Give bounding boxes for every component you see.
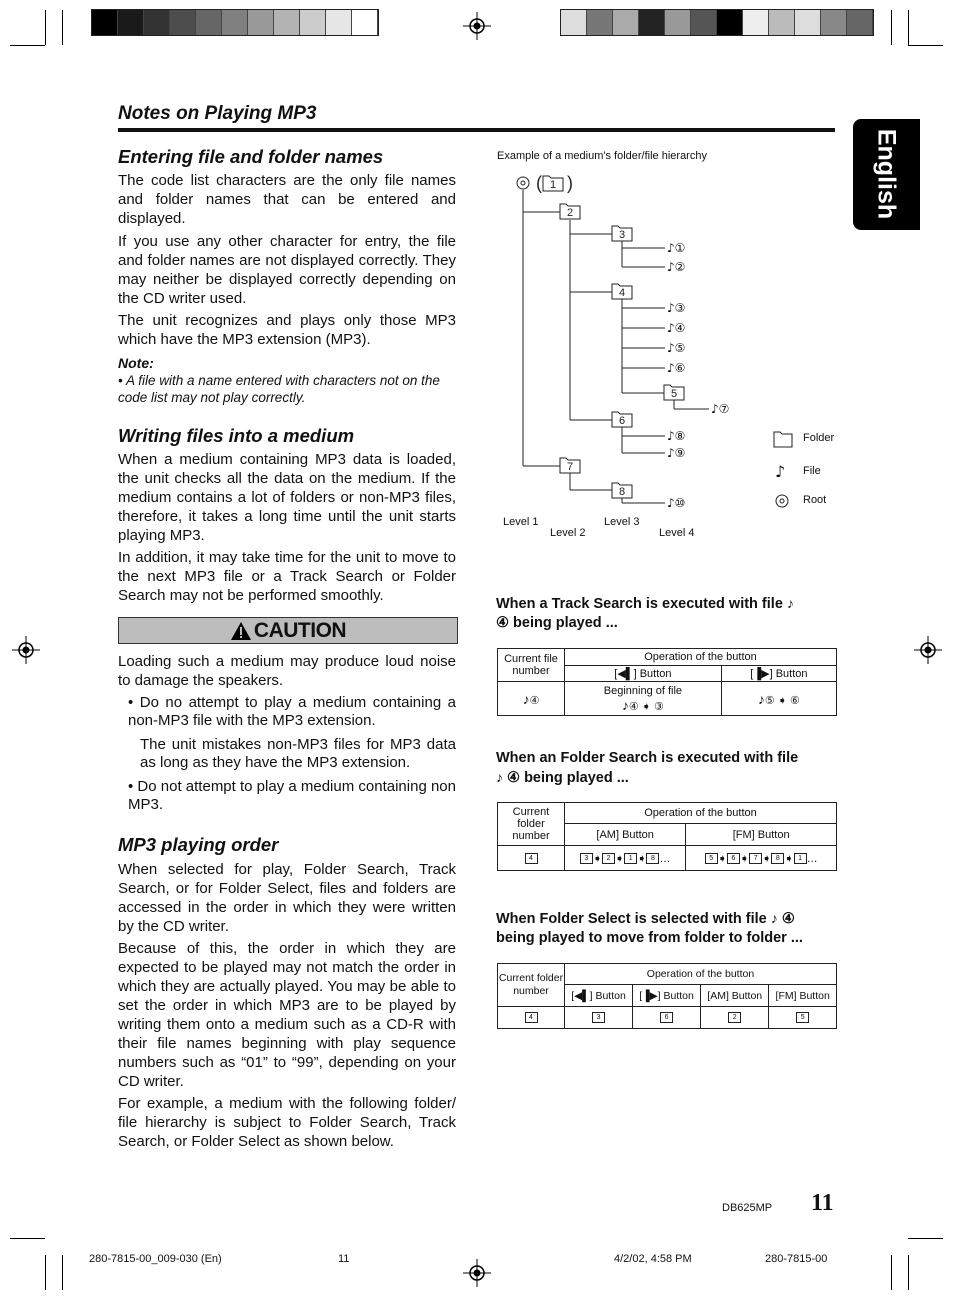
- svg-text:3: 3: [618, 229, 626, 241]
- svg-text:5: 5: [670, 388, 678, 400]
- footer-file: 280-7815-00_009-030 (En): [89, 1253, 222, 1265]
- caution-banner: [118, 617, 458, 644]
- footer-page: 11: [338, 1253, 350, 1265]
- page-title: Notes on Playing MP3: [118, 103, 317, 124]
- svg-text:2: 2: [566, 207, 574, 219]
- level-4-label: Level 4: [659, 527, 695, 539]
- header-operation: Operation of the button: [565, 649, 837, 666]
- next-track-icon: ▐▶: [642, 989, 658, 1002]
- caution-bullet-2: • Do not attempt to play a medium containing non MP3.: [128, 778, 456, 813]
- heading-order: MP3 playing order: [118, 834, 279, 855]
- para-entering-3: The unit recognizes and plays only those MP3 which have the MP3 extension (MP3).: [118, 312, 456, 348]
- page-number: 11: [811, 1190, 834, 1216]
- svg-text:♪⑨: ♪⑨: [667, 446, 686, 460]
- svg-text:♪⑥: ♪⑥: [667, 361, 686, 375]
- registration-mark-left: [12, 636, 40, 664]
- caution-para: Loading such a medium may produce loud noise to damage the speakers.: [118, 653, 456, 689]
- para-writing-2: In addition, it may take time for the unit to move to the next MP3 file or a Track Search or Folder Search may not be performed smoothly.: [118, 549, 456, 604]
- svg-text:7: 7: [566, 461, 574, 473]
- note-label: Note:: [118, 355, 154, 371]
- footer-code: 280-7815-00: [765, 1253, 828, 1265]
- header-current-folder: Current folder number: [498, 803, 565, 846]
- level-3-label: Level 3: [604, 516, 640, 528]
- svg-text:): ): [567, 173, 573, 193]
- para-entering-2: If you use any other character for entry, the file and folder names are not displayed correctly. They may neither be displayed correctly depending on the CD writer used.: [118, 233, 456, 307]
- color-bar-left: [91, 9, 379, 36]
- caution-label: CAUTION: [253, 618, 347, 642]
- heading-entering: Entering file and folder names: [118, 146, 384, 167]
- para-writing-1: When a medium containing MP3 data is loaded, the unit checks all the data on the medium. If the medium contains a lot of folders or non-MP3 files, therefore, it takes a long time until the unit starts playing MP3.: [118, 451, 456, 544]
- para-entering-1: The code list characters are the only file names and folder names that can be entered and displayed.: [118, 172, 456, 227]
- language-tab: [853, 119, 920, 230]
- svg-text:♪④: ♪④: [667, 321, 686, 335]
- caution-bullet-1: • Do no attempt to play a medium containing a non-MP3 file with the MP3 extension.: [128, 694, 456, 729]
- legend-folder: Folder: [803, 432, 835, 444]
- note-text: • A file with a name entered with characters not on the code list may not play correctly.: [118, 373, 440, 405]
- folder-search-table: Current folder number Operation of the button [AM] Button [FM] Button 4 3 ➧ 2 ➧ 1 ➧ 8 … 5 ➧ 6 ➧ 7 ➧ 8 ➧ 1 …: [497, 802, 837, 871]
- caution-bullet-1b: The unit mistakes non-MP3 files for MP3 data as long as they have the MP3 extension.: [140, 736, 456, 771]
- svg-text:♪⑤: ♪⑤: [667, 341, 686, 355]
- prev-track-icon: ◀▌: [617, 668, 634, 680]
- level-1-label: Level 1: [503, 516, 539, 528]
- model-number: DB625MP: [722, 1202, 773, 1214]
- registration-mark-top: [463, 12, 491, 40]
- svg-text:♪: ♪: [775, 462, 786, 481]
- svg-text:♪⑧: ♪⑧: [667, 429, 686, 443]
- registration-mark-right: [914, 636, 942, 664]
- diagram-caption: Example of a medium's folder/file hierarchy: [497, 150, 707, 162]
- prev-track-icon: ◀▌: [574, 989, 590, 1002]
- title-rule: [118, 128, 835, 132]
- para-order-1: When selected for play, Folder Search, Track Search, or for Folder Select, files and folders are accessed in the order in which they were written by the CD writer.: [118, 861, 456, 935]
- next-track-icon: ▐▶: [753, 668, 770, 680]
- warning-triangle-icon: [230, 621, 252, 641]
- svg-text:♪⑩: ♪⑩: [667, 496, 686, 510]
- svg-text:(: (: [536, 173, 542, 193]
- svg-text:♪②: ♪②: [667, 260, 686, 274]
- header-current-file: Current file number: [498, 649, 565, 682]
- para-order-2: Because of this, the order in which they are expected to be played may not match the order in which they are actually played. You may be able to set the order in which MP3 are to be played by writing them onto a medium such as a CD-R with their file names beginning with play sequence numbers such as “01” to “99”, depending on your CD writer.: [118, 940, 456, 1090]
- heading-writing: Writing files into a medium: [118, 425, 355, 446]
- folder-select-heading: When Folder Select is selected with file ♪ ④ being played to move from folder to folder ...: [496, 910, 803, 946]
- svg-text:6: 6: [618, 415, 626, 427]
- folder-hierarchy-diagram: [495, 168, 845, 548]
- track-search-heading: When a Track Search is executed with file ♪ ④ being played ...: [496, 595, 794, 631]
- folder-select-table: Current folder number Operation of the button [◀▌] Button [▐▶] Button [AM] Button [FM] Button 4 3 6 2 5: [497, 963, 837, 1029]
- track-search-table: Current file number Operation of the button [◀▌] Button [▐▶] Button ♪④ Beginning of file ♪④ ➧ ③ ♪⑤ ➧ ⑥: [497, 648, 837, 716]
- legend-root: Root: [803, 494, 827, 506]
- footer-date: 4/2/02, 4:58 PM: [614, 1253, 692, 1265]
- svg-text:1: 1: [549, 179, 557, 191]
- folder-search-heading: When an Folder Search is executed with file ♪ ④ being played ...: [496, 750, 799, 786]
- registration-mark-bottom: [463, 1259, 491, 1287]
- para-order-3: For example, a medium with the following folder/ file hierarchy is subject to Folder Search, Track Search, or Folder Select as shown below.: [118, 1095, 456, 1150]
- svg-text:♪①: ♪①: [667, 241, 686, 255]
- svg-text:♪③: ♪③: [667, 301, 686, 315]
- svg-text:♪⑦: ♪⑦: [711, 402, 730, 416]
- level-2-label: Level 2: [550, 527, 586, 539]
- color-bar-right: [560, 9, 874, 36]
- legend-file: File: [803, 465, 821, 477]
- svg-text:4: 4: [618, 287, 626, 299]
- svg-text:8: 8: [618, 486, 626, 498]
- language-tab-label: English: [872, 128, 901, 220]
